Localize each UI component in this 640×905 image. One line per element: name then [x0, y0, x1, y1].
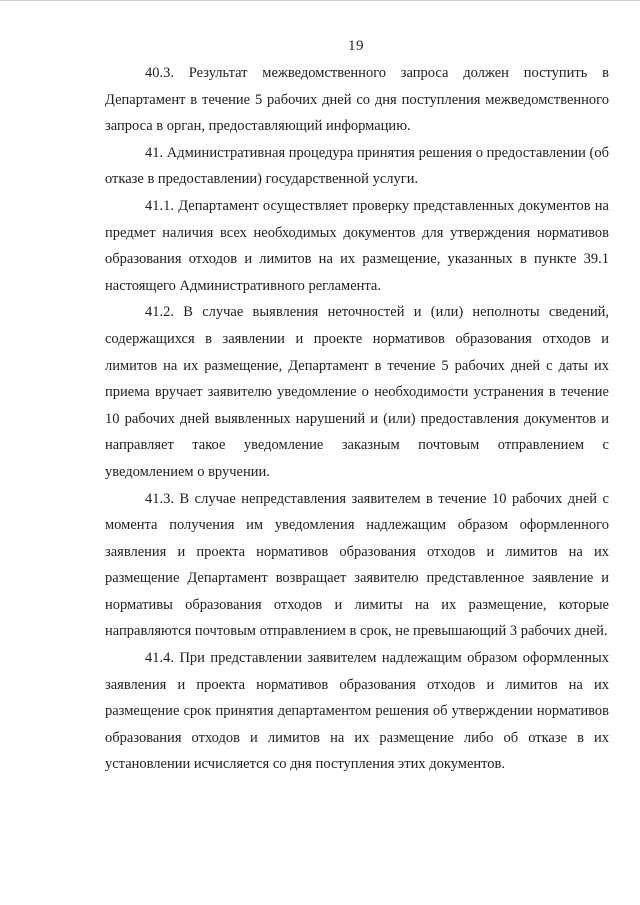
document-body — [105, 60, 609, 778]
page-number: 19 — [348, 38, 364, 54]
page-top-edge — [0, 0, 640, 1]
paragraph-40-3: 40.3. Результат межведомственного запроса должен поступить в Департамент в течение 5 рабочих дней со дня поступления межведомственного запроса в орган, предоставляющий информацию. — [105, 65, 609, 135]
paragraph-41-1: 41.1. Департамент осуществляет проверку представленных документов на предмет наличия всех необходимых документов для утверждения нормативов образования отходов и лимитов на их размещение, указанных в пункте 39.1 настоящего Административного регламента. — [105, 197, 609, 294]
paragraph-41: 41. Административная процедура принятия решения о предоставлении (об отказе в предоставлении) государственной услуги. — [105, 144, 609, 188]
paragraph-41-4: 41.4. При представлении заявителем надлежащим образом оформленных заявления и проекта нормативов образования отходов и лимитов на их размещение срок принятия департаментом решения об утверждении нормативов образования отходов и лимитов на их размещение либо об отказе в их установлении исчисляется со дня поступления этих документов. — [105, 650, 609, 773]
paragraph-41-2: 41.2. В случае выявления неточностей и (или) неполноты сведений, содержащихся в заявлении и проекте нормативов образования отходов и лимитов на их размещение, Департамент в течение 5 рабочих дней с даты их приема вручает заявителю уведомление о необходимости устранения в течение 10 рабочих дней выявленных нарушений и (или) предоставления документов и направляет такое уведомление заказным почтовым отправлением с уведомлением о вручении. — [105, 304, 609, 480]
paragraph-41-3: 41.3. В случае непредставления заявителем в течение 10 рабочих дней с момента получения им уведомления надлежащим образом оформленного заявления и проекта нормативов образования отходов и лимитов на их размещение Департамент возвращает заявителю представленное заявление и нормативы образования отходов и лимиты на их размещение, которые направляются почтовым отправлением в срок, не превышающий 3 рабочих дней. — [105, 490, 609, 640]
